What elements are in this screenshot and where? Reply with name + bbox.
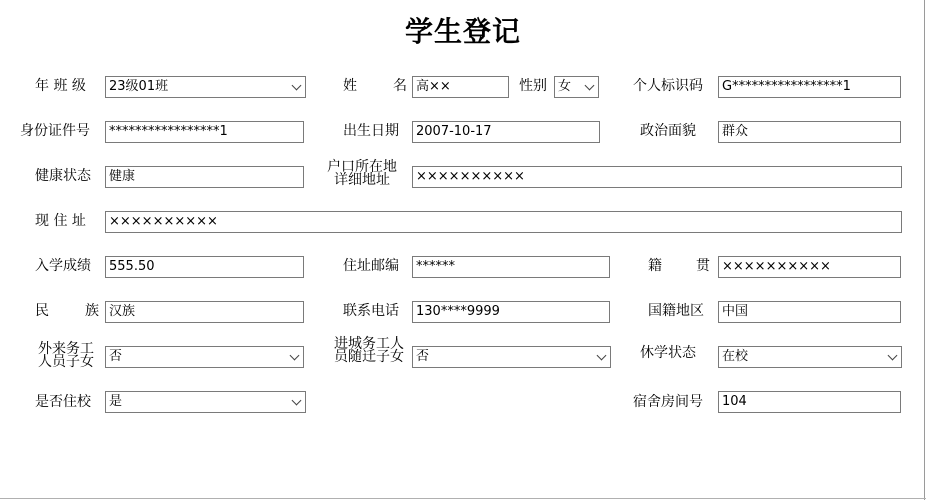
suspension-label: 休学状态 bbox=[640, 345, 696, 361]
postal-code-field[interactable]: ****** bbox=[412, 256, 610, 278]
window-right-border bbox=[924, 0, 925, 500]
entrance-score-field[interactable]: 555.50 bbox=[105, 256, 304, 278]
migrant-child-select[interactable] bbox=[105, 346, 304, 368]
class-select[interactable] bbox=[105, 76, 306, 98]
boarding-select[interactable] bbox=[105, 391, 306, 413]
personal-id-field[interactable]: G*****************1 bbox=[718, 76, 901, 98]
native-place-label-char-2: 贯 bbox=[696, 258, 710, 274]
class-value: 23级01班 bbox=[109, 79, 169, 94]
personal-id-label: 个人标识码 bbox=[633, 78, 703, 94]
health-field[interactable]: 健康 bbox=[105, 166, 304, 188]
native-place-label-char-1: 籍 bbox=[648, 258, 662, 274]
migrant-label-line-2: 人员子女 bbox=[38, 354, 94, 370]
migrant-child-value: 否 bbox=[109, 349, 123, 364]
urban-migrant-label-line-1: 进城务工人 bbox=[334, 336, 404, 352]
political-status-label: 政治面貌 bbox=[640, 123, 696, 139]
form-title: 学生登记 bbox=[404, 15, 521, 48]
id-number-field[interactable]: *****************1 bbox=[105, 121, 304, 143]
boarding-value: 是 bbox=[109, 394, 123, 409]
dorm-field[interactable]: 104 bbox=[718, 391, 901, 413]
phone-field[interactable]: 130****9999 bbox=[412, 301, 610, 323]
name-label-char-1: 姓 bbox=[343, 78, 357, 94]
entrance-score-label: 入学成绩 bbox=[35, 258, 91, 274]
window-bottom-border bbox=[0, 498, 926, 499]
birth-date-field[interactable]: 2007-10-17 bbox=[412, 121, 600, 143]
id-number-label: 身份证件号 bbox=[20, 123, 90, 139]
political-status-field[interactable]: 群众 bbox=[718, 121, 901, 143]
nationality-label: 国籍地区 bbox=[648, 303, 704, 319]
ethnicity-label bbox=[35, 303, 99, 319]
chevron-down-icon bbox=[597, 351, 607, 361]
suspension-value: 在校 bbox=[722, 349, 749, 364]
name-field[interactable]: 高×× bbox=[412, 76, 509, 98]
chevron-down-icon bbox=[290, 351, 300, 361]
current-address-field[interactable]: ×××××××××× bbox=[105, 211, 902, 233]
household-label-line-2: 详细地址 bbox=[334, 172, 390, 188]
household-address-field[interactable]: ×××××××××× bbox=[412, 166, 902, 188]
postal-code-label: 住址邮编 bbox=[343, 258, 399, 274]
current-address-label: 现 住 址 bbox=[35, 213, 86, 229]
nationality-field[interactable]: 中国 bbox=[718, 301, 901, 323]
household-address-label bbox=[321, 161, 403, 187]
gender-label: 性别 bbox=[519, 78, 547, 94]
dorm-label: 宿舍房间号 bbox=[633, 394, 703, 410]
suspension-select[interactable] bbox=[718, 346, 902, 368]
ethnicity-label-char-1: 民 bbox=[35, 303, 49, 319]
chevron-down-icon bbox=[292, 396, 302, 406]
native-place-field[interactable]: ×××××××××× bbox=[718, 256, 901, 278]
urban-migrant-label-line-2: 员随迁子女 bbox=[334, 349, 404, 365]
migrant-label-line-1: 外来务工 bbox=[38, 341, 94, 357]
household-label-line-1: 户口所在地 bbox=[327, 159, 397, 175]
health-label: 健康状态 bbox=[35, 168, 91, 184]
native-place-label bbox=[648, 258, 710, 274]
gender-select[interactable] bbox=[554, 76, 599, 98]
urban-migrant-child-label bbox=[329, 338, 409, 364]
ethnicity-label-char-2: 族 bbox=[85, 303, 99, 319]
name-label bbox=[343, 78, 407, 94]
chevron-down-icon bbox=[888, 351, 898, 361]
class-label: 年 班 级 bbox=[35, 78, 86, 94]
boarding-label: 是否住校 bbox=[35, 394, 91, 410]
gender-value: 女 bbox=[558, 79, 572, 94]
migrant-child-label bbox=[33, 343, 99, 369]
chevron-down-icon bbox=[292, 81, 302, 91]
urban-migrant-child-select[interactable] bbox=[412, 346, 611, 368]
name-label-char-2: 名 bbox=[393, 78, 407, 94]
chevron-down-icon bbox=[585, 81, 595, 91]
ethnicity-field[interactable]: 汉族 bbox=[105, 301, 304, 323]
urban-migrant-child-value: 否 bbox=[416, 349, 430, 364]
phone-label: 联系电话 bbox=[343, 303, 399, 319]
birth-date-label: 出生日期 bbox=[343, 123, 399, 139]
